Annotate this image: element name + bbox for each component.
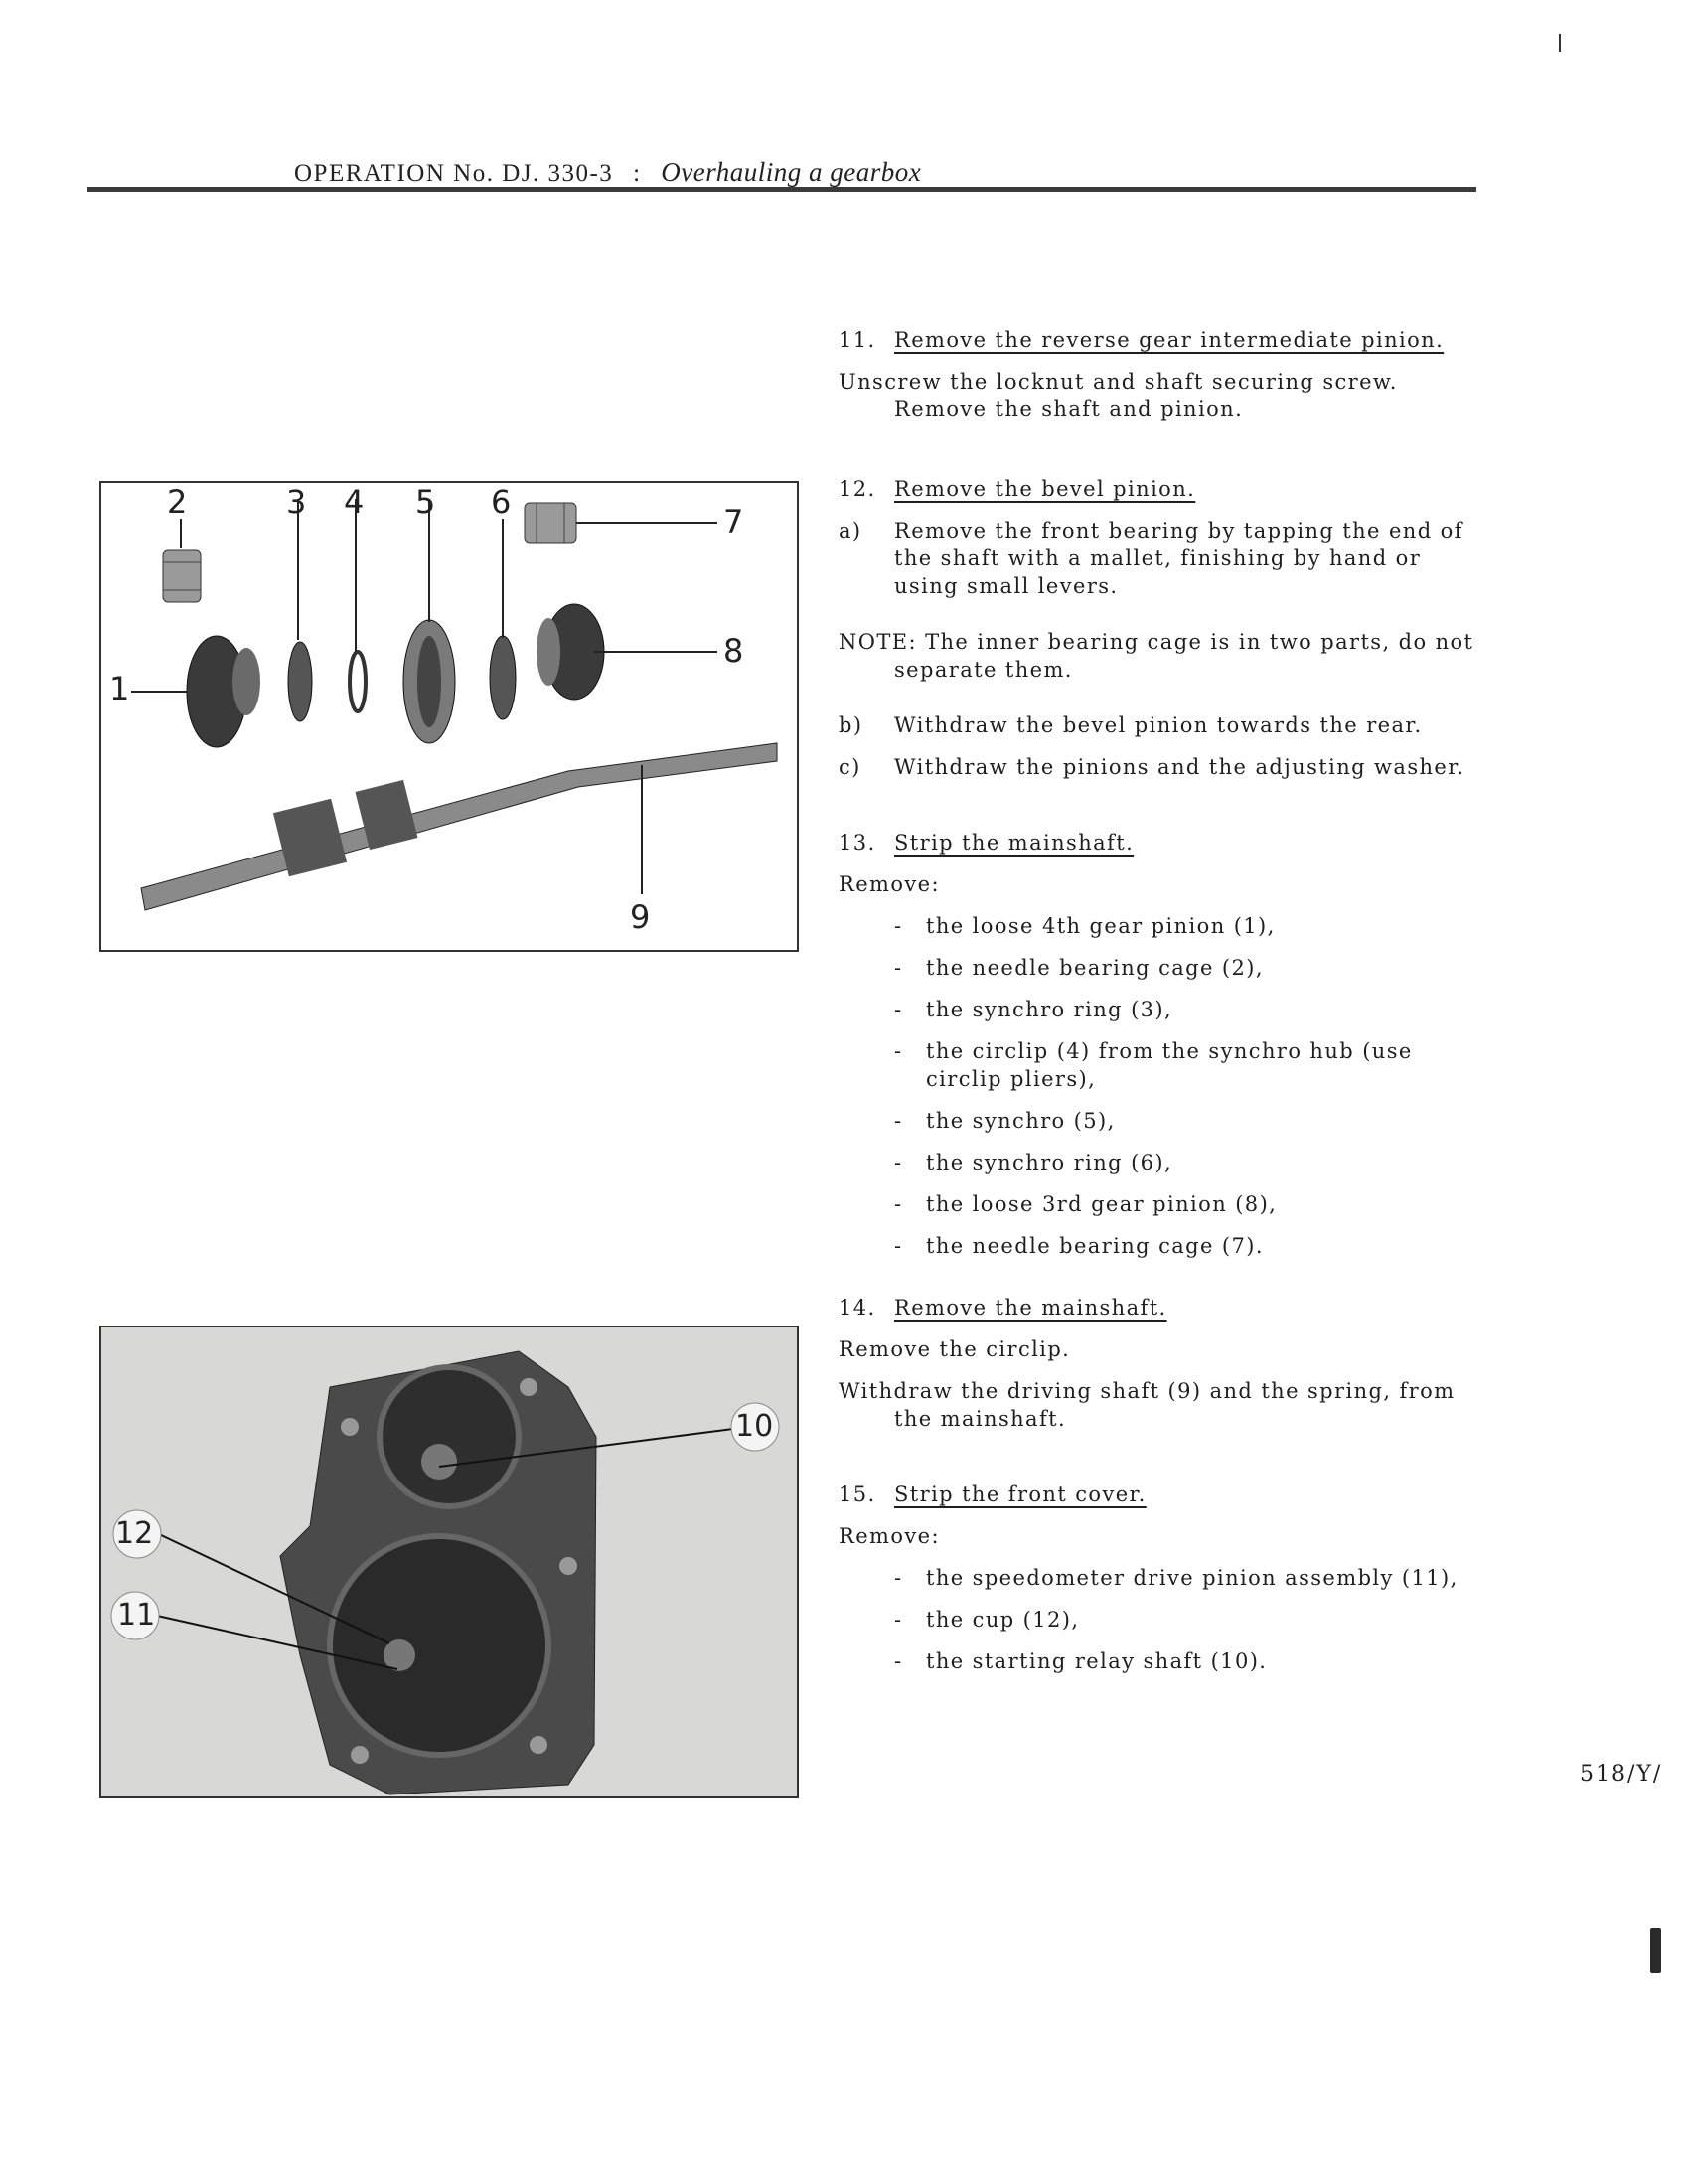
step-number: 15. (839, 1482, 876, 1506)
step-paragraph: Remove the circlip. (839, 1337, 1071, 1361)
figure-label-8: 8 (723, 632, 744, 670)
step-number: 13. (839, 831, 876, 855)
instructions-column (839, 326, 1484, 1723)
front-cover-drawing (101, 1327, 797, 1796)
step-number: 12. (839, 477, 876, 501)
list-item: - the starting relay shaft (10). (894, 1649, 1268, 1673)
list-item: - the loose 4th gear pinion (1), (894, 914, 1276, 938)
figure-label-7: 7 (723, 503, 744, 541)
synchro-ring-6 (490, 636, 516, 719)
step-title: Remove the mainshaft. (894, 1296, 1167, 1320)
list-item: - the needle bearing cage (2), (894, 956, 1264, 980)
figure-label-2: 2 (167, 483, 188, 521)
step-title: Remove the reverse gear intermediate pinion. (894, 328, 1445, 352)
list-item: - the needle bearing cage (7). (894, 1234, 1264, 1258)
figure-label-4: 4 (344, 483, 365, 521)
step-12 (839, 475, 1484, 781)
margin-mark (1559, 34, 1561, 52)
step-title: Strip the front cover. (894, 1482, 1147, 1506)
list-item: - the synchro (5), (894, 1109, 1116, 1133)
step-heading (839, 1481, 1484, 1508)
header-separator: : (633, 160, 642, 187)
step-14 (839, 1294, 1484, 1433)
step-note: NOTE: The inner bearing cage is in two parts, do not separate them. (839, 630, 1474, 682)
step-paragraph: Withdraw the driving shaft (9) and the spring, from the mainshaft. (839, 1379, 1456, 1431)
header-rule (87, 187, 1476, 192)
list-item: - the loose 3rd gear pinion (8), (894, 1192, 1278, 1216)
page-header (294, 157, 921, 188)
step-title: Strip the mainshaft. (894, 831, 1135, 855)
operation-number: OPERATION No. DJ. 330-3 (294, 160, 614, 187)
mainshaft-exploded-figure (99, 481, 799, 952)
synchro-ring-3 (288, 642, 312, 721)
figure-label-1: 1 (109, 670, 130, 707)
circlip-4 (350, 652, 366, 711)
substep-c (839, 753, 1484, 781)
removal-list (839, 1564, 1484, 1675)
figure-label-12: 12 (115, 1516, 154, 1551)
substep-b (839, 711, 1484, 739)
step-paragraph: Unscrew the locknut and shaft securing screw. Remove the shaft and pinion. (839, 370, 1398, 421)
figure-label-3: 3 (286, 483, 307, 521)
step-15 (839, 1481, 1484, 1675)
step-number: 14. (839, 1296, 876, 1320)
list-item: - the synchro ring (6), (894, 1151, 1173, 1174)
step-lead: Remove: (839, 1524, 940, 1548)
list-item: - the synchro ring (3), (894, 998, 1173, 1021)
figure-label-5: 5 (415, 483, 436, 521)
substep-a (839, 517, 1484, 600)
step-title: Remove the bevel pinion. (894, 477, 1196, 501)
scan-mark (1650, 1928, 1661, 1973)
front-cover-photo (99, 1326, 799, 1798)
substep-letter: b) (839, 713, 863, 737)
mainshaft-parts-drawing (101, 483, 797, 950)
step-number: 11. (839, 328, 876, 352)
list-item: - the speedometer drive pinion assembly (11), (894, 1566, 1459, 1590)
figure-label-9: 9 (630, 898, 651, 936)
operation-title: Overhauling a gearbox (661, 157, 922, 187)
step-heading (839, 475, 1484, 503)
step-heading (839, 829, 1484, 857)
needle-bearing-cage-2 (163, 550, 201, 602)
figure-label-11: 11 (117, 1598, 156, 1633)
removal-list (839, 912, 1484, 1260)
substep-text: Remove the front bearing by tapping the end of the shaft with a mallet, finishing by hand or using small levers. (894, 519, 1463, 598)
page-reference: 518/Y/ (1580, 1762, 1663, 1787)
step-lead: Remove: (839, 872, 940, 896)
figure-label-10: 10 (735, 1409, 774, 1444)
figure-label-6: 6 (491, 483, 512, 521)
substep-text: Withdraw the pinions and the adjusting washer. (894, 755, 1465, 779)
step-13 (839, 829, 1484, 1260)
list-item: - the circlip (4) from the synchro hub (use circlip pliers), (894, 1039, 1413, 1091)
list-item: - the cup (12), (894, 1608, 1080, 1632)
substep-text: Withdraw the bevel pinion towards the rear. (894, 713, 1423, 737)
step-heading (839, 1294, 1484, 1322)
step-11 (839, 326, 1484, 423)
substep-letter: a) (839, 519, 862, 543)
step-heading (839, 326, 1484, 354)
substep-letter: c) (839, 755, 861, 779)
mainshaft-9 (141, 743, 777, 910)
needle-bearing-cage-7 (525, 503, 576, 543)
